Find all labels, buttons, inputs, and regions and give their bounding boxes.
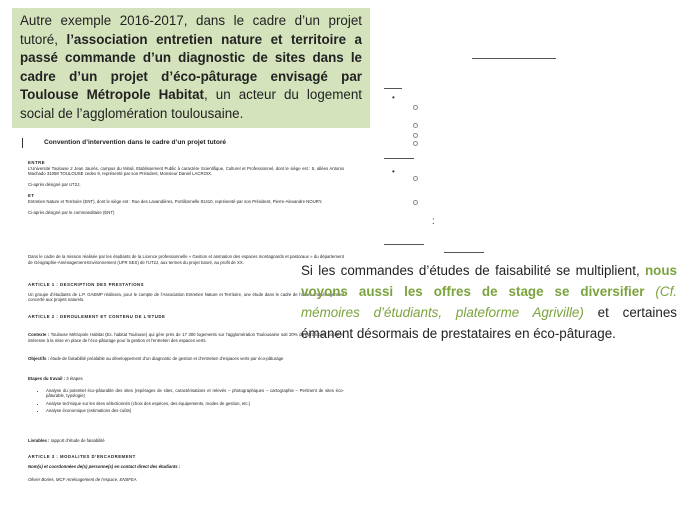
commentary-end: et certaines émanent désormais de prestataires en éco-pâturage.: [301, 305, 677, 341]
entre-label: ENTRE: [28, 160, 46, 165]
commentary-reference: (Cf. mémoires d’étudiants, plateforme Agriville): [301, 284, 678, 320]
contexte-label: Contexte :: [28, 332, 50, 337]
contexte-block: [28, 332, 344, 343]
bullet-circle: [413, 176, 418, 181]
bullet-circle: [413, 105, 418, 110]
livrables-block: [28, 438, 344, 444]
livrables-label: Livrables :: [28, 438, 50, 443]
contact-text: Olivier Bories, MCF Aménagement de l’espace, ENSFEA: [28, 477, 137, 483]
party1-text: L’Université Toulouse 2 Jean Jaurès, campus du Mirail, Etablissement Public à caractère Scientifique, Culturel et Professionnel, dont le siège est : 5, allées Antonio Machado 31058 TOULOUSE cedex 9, représenté par son Président, Monsieur Daniel LACROIX.: [28, 165, 344, 177]
etapes-text: 3 étapes: [66, 376, 83, 381]
article1-text: Un groupe d’étudiants de L.P. GAEMP réalisera, pour le compte de l’Association Entretien Nature et Territoire, une étude dans le cadre de l’avant d’aménagement concerté aux projets naturels.: [28, 291, 344, 303]
bullet-circle: [413, 141, 418, 146]
etapes-block: [28, 376, 344, 416]
outline-rule: [472, 58, 556, 59]
list-item: • Analyse technique sur les sites sélectionnés (choix des espèces, des équipements, modes de gestion, etc.): [46, 401, 344, 407]
party2-text: Entretien Nature et Territoire (ENT), dont le siège est : Rue des Lavandières, Portillonnelle 81410, représenté par son Président, Pierre-Alexandre NOURY.: [28, 198, 323, 204]
objectifs-block: [28, 356, 344, 362]
callout-text-end: , un acteur du logement social de l’agglomération toulousaine.: [20, 87, 362, 121]
bullet-circle: [413, 133, 418, 138]
outline-sketch: [380, 40, 560, 260]
objectifs-text: étude de faisabilité préalable au développement d’un diagnostic de gestion et d’entretien d’espaces verts par éco-pâturage: [50, 356, 284, 361]
party1-alias: Ci-après désigné par UT2J,: [28, 181, 81, 187]
party2-alias: Ci-après désigné par le commanditaire (ENT): [28, 209, 115, 215]
objectifs-label: Objectifs :: [28, 356, 50, 361]
document-title: Convention d’intervention dans le cadre d’un projet tutoré: [44, 139, 227, 146]
contexte-text: Toulouse Métropole Habitat (Ex. habitat Toulouse) qui gère près de 17 300 logements sur l’agglomération Toulousaine soit 20% du parc locatif social et intéresse à la mise en place de l’éco-pâturage pour la gestion et l’entretien des espaces verts.: [28, 332, 344, 343]
article2: [28, 314, 344, 320]
article1: [28, 282, 344, 303]
outline-rule: [384, 88, 402, 89]
et-label: ET: [28, 193, 35, 199]
callout-box: [12, 8, 370, 128]
steps-list: [28, 388, 344, 414]
convention-document: [24, 136, 346, 508]
callout-text-intro: Autre exemple 2016-2017, dans le cadre d’un projet tutoré,: [20, 13, 362, 47]
outline-rule: [384, 158, 414, 159]
intro-block: Dans le cadre de la mission réalisée par les étudiants de la Licence professionnelle « Gestion et animation des espaces montagnards et pastoraux » du département de Géographie-Aménagement-Environnement (UFR SES) de l’UT2J, aux termes du projet tutoré, au profit de XX.: [28, 254, 344, 265]
article1-heading: ARTICLE 1 : DESCRIPTION DES PRESTATIONS: [28, 282, 145, 287]
text-cursor: [22, 138, 23, 148]
colon-mark: :: [432, 216, 435, 227]
bullet-circle: [413, 123, 418, 128]
article2-heading: ARTICLE 2 : DEROULEMENT ET CONTENU DE L’ETUDE: [28, 314, 166, 319]
commentary-text: [301, 260, 677, 344]
livrables-text: rapport d’étude de faisabilité: [50, 438, 105, 443]
article3-subheading: Nom(s) et coordonnées de(s) personne(s) en contact direct des étudiants :: [28, 463, 181, 469]
commentary-intro: Si les commandes d’études de faisabilité se multiplient,: [301, 263, 645, 278]
bullet-dot: •: [392, 167, 395, 176]
etapes-label: Etapes du travail :: [28, 376, 66, 381]
article3-heading: ARTICLE 3 : MODALITES D’ENCADREMENT: [28, 454, 136, 459]
bullet-circle: [413, 200, 418, 205]
list-item: • Analyse du potentiel éco-pâturable des sites (repérages de sites, caractérisations et relevés – photographiques – cartographie – Pertinent de sites éco-pâturable, typologie): [46, 388, 344, 399]
commentary-highlight: nous voyons aussi les offres de stage se diversifier: [301, 263, 677, 299]
outline-rule: [384, 244, 424, 245]
callout-text-bold: l’association entretien nature et territoire a passé commande d’un diagnostic de sites dans le cadre d’un projet d’éco-pâturage envisagé par Toulouse Métropole Habitat: [20, 31, 362, 103]
parties-block: [28, 160, 344, 215]
list-item: • Analyse économique (estimations des coûts): [46, 408, 344, 414]
bullet-dot: •: [392, 93, 395, 102]
article3: [28, 454, 344, 483]
outline-rule: [444, 252, 484, 253]
